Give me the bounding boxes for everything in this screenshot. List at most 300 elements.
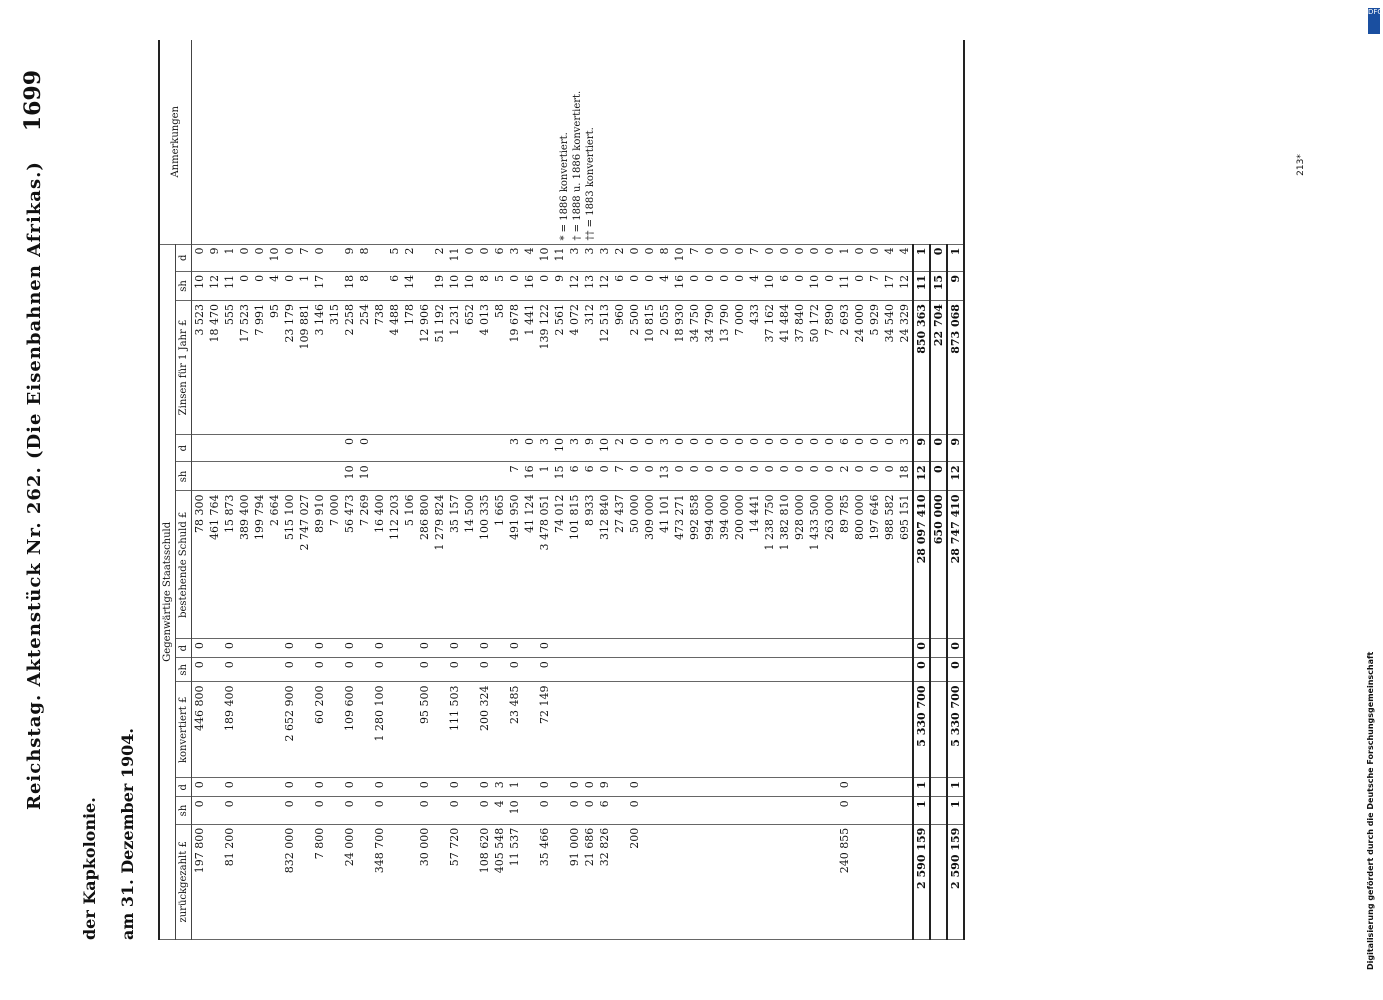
table-cell [612,639,627,658]
table-cell [432,639,447,658]
table-cell [282,462,297,491]
table-cell: 5 [387,244,402,271]
table-cell: 10 815 [642,301,657,435]
table-cell: 197 646 [867,491,882,639]
table-cell: 8 933 [582,491,597,639]
table-cell [792,639,807,658]
table-cell [387,778,402,797]
table-cell: 0 [372,639,387,658]
table-cell [777,658,792,682]
column-header: bestehende Schuld £ [176,491,192,639]
table-cell [777,682,792,778]
column-header: sh [176,271,192,300]
table-cell: 4 [657,271,672,300]
table-cell [297,824,312,939]
table-cell: 0 [312,797,327,824]
table-cell [387,639,402,658]
table-cell: 1 279 824 [432,491,447,639]
table-cell [732,778,747,797]
table-cell [522,797,537,824]
table-cell [852,778,867,797]
table-cell: 0 [342,434,357,461]
total-cell: 1 [913,244,930,271]
table-cell: 3 [582,244,597,271]
table-cell: 0 [597,462,612,491]
table-cell: 0 [837,778,852,797]
table-cell [672,639,687,658]
table-cell [567,658,582,682]
table-cell [777,797,792,824]
table-cell: 0 [732,462,747,491]
total-cell: 873 068 [947,301,963,435]
table-cell: 2 055 [657,301,672,435]
table-cell: 0 [222,797,237,824]
table-cell: 6 [597,797,612,824]
table-cell: 254 [357,301,372,435]
table-cell: 0 [222,658,237,682]
table-cell: 309 000 [642,491,657,639]
table-cell: 12 906 [417,301,432,435]
total-cell: 28 097 410 [913,491,930,639]
table-cell: 0 [372,778,387,797]
table-cell: 0 [477,244,492,271]
table-cell: 6 [837,434,852,461]
table-cell: 0 [792,244,807,271]
total-cell [930,797,947,824]
table-cell: 0 [702,462,717,491]
table-cell [252,434,267,461]
table-cell [717,639,732,658]
table-cell: 6 [492,244,507,271]
table-cell [657,778,672,797]
table-cell: 0 [777,462,792,491]
table-cell [747,639,762,658]
table-cell: 16 [522,271,537,300]
table-cell [267,682,282,778]
table-cell: 3 [657,434,672,461]
table-cell: 6 [567,462,582,491]
page-number: 1699 [20,70,46,132]
total-cell: 0 [913,658,930,682]
table-cell [567,682,582,778]
table-cell: 19 678 [507,301,522,435]
table-cell [207,639,222,658]
table-cell: 0 [582,778,597,797]
table-cell: 3 [567,434,582,461]
table-cell [822,797,837,824]
table-cell [492,658,507,682]
table-cell [582,658,597,682]
table-cell [327,244,342,271]
table-cell: 14 500 [462,491,477,639]
table-cell [897,658,913,682]
table-cell: 199 794 [252,491,267,639]
table-cell [822,658,837,682]
table-cell: 0 [717,271,732,300]
table-cell: 4 [882,244,897,271]
table-cell: 0 [702,244,717,271]
table-cell: 0 [627,778,642,797]
table-cell [822,824,837,939]
table-cell [657,682,672,778]
table-cell [612,824,627,939]
table-cell [447,462,462,491]
table-cell: 695 151 [897,491,913,639]
table-cell [222,434,237,461]
table-cell: 2 [612,434,627,461]
table-cell [882,797,897,824]
total-cell: 0 [930,462,947,491]
table-cell [237,639,252,658]
table-cell [357,682,372,778]
table-cell [357,824,372,939]
table-cell: 0 [342,639,357,658]
table-cell: 473 271 [672,491,687,639]
table-cell: 312 840 [597,491,612,639]
table-cell: 37 162 [762,301,777,435]
table-cell: 12 [567,271,582,300]
table-cell: 10 [597,434,612,461]
table-row [192,40,208,940]
table-cell [747,824,762,939]
margin-mark: 213* [1295,154,1306,176]
table-cell [402,639,417,658]
table-cell: 34 750 [687,301,702,435]
table-cell: 34 540 [882,301,897,435]
table-cell [432,797,447,824]
table-cell [702,658,717,682]
table-cell: 0 [447,639,462,658]
table-cell: 0 [537,271,552,300]
table-cell: 0 [357,434,372,461]
table-cell: 41 124 [522,491,537,639]
table-cell: 89 910 [312,491,327,639]
table-cell [597,658,612,682]
table-cell: 0 [372,658,387,682]
table-cell [687,778,702,797]
table-cell: 2 [837,462,852,491]
total-cell: 12 [913,462,930,491]
table-cell [627,658,642,682]
table-cell [762,797,777,824]
table-cell [687,824,702,939]
table-cell: 2 [432,244,447,271]
table-cell: 7 890 [822,301,837,435]
table-cell: 9 [597,778,612,797]
table-cell: 0 [282,797,297,824]
table-cell [252,462,267,491]
table-cell: 197 800 [192,824,208,939]
table-cell [762,824,777,939]
table-cell: 3 [507,244,522,271]
table-cell [747,797,762,824]
table-cell: 95 500 [417,682,432,778]
table-cell [267,824,282,939]
table-cell: 0 [537,658,552,682]
table-cell [642,824,657,939]
table-cell [762,658,777,682]
table-cell [432,778,447,797]
table-cell: 0 [417,778,432,797]
table-cell [477,462,492,491]
table-cell: 16 [672,271,687,300]
table-cell [867,658,882,682]
table-cell: 200 324 [477,682,492,778]
table-cell [432,824,447,939]
table-cell: 0 [627,434,642,461]
table-cell: 111 503 [447,682,462,778]
table-cell: 0 [582,797,597,824]
table-cell [462,824,477,939]
table-cell: 5 [492,271,507,300]
total-cell [930,778,947,797]
table-cell: 12 [597,271,612,300]
table-cell [207,434,222,461]
table-cell: 23 179 [282,301,297,435]
table-cell: 109 881 [297,301,312,435]
table-cell: 6 [582,462,597,491]
table-cell [822,682,837,778]
table-cell: 37 840 [792,301,807,435]
table-cell [897,824,913,939]
table-cell: 101 815 [567,491,582,639]
table-cell [717,824,732,939]
table-cell: 7 000 [732,301,747,435]
table-cell: 0 [252,244,267,271]
table-cell: 0 [792,271,807,300]
table-cell [222,462,237,491]
table-cell: 0 [627,797,642,824]
table-cell: 2 747 027 [297,491,312,639]
table-cell [897,682,913,778]
table-cell [792,682,807,778]
table-cell [267,778,282,797]
table-cell [387,824,402,939]
table-cell: 2 500 [627,301,642,435]
table-cell [762,682,777,778]
total-cell: 1 [947,797,963,824]
table-cell [252,824,267,939]
table-cell: 16 [522,462,537,491]
table-cell: 0 [732,244,747,271]
table-cell: 0 [867,244,882,271]
table-cell: 7 269 [357,491,372,639]
table-cell [642,682,657,778]
table-cell [447,434,462,461]
table-cell: 4 [747,271,762,300]
total-cell: 0 [947,639,963,658]
table-cell: 738 [372,301,387,435]
table-cell: 992 858 [687,491,702,639]
table-cell [837,682,852,778]
table-cell [252,682,267,778]
table-cell: 7 [612,462,627,491]
table-cell: 8 [477,271,492,300]
table-cell: 1 [297,271,312,300]
table-cell: 12 513 [597,301,612,435]
table-cell: 15 873 [222,491,237,639]
table-cell: 0 [537,639,552,658]
table-cell: 0 [282,778,297,797]
table-cell: 0 [747,434,762,461]
total-cell [930,658,947,682]
table-cell [252,797,267,824]
column-header: d [176,639,192,658]
table-cell: 0 [342,778,357,797]
table-cell: 433 [747,301,762,435]
table-cell: 0 [702,271,717,300]
table-cell [852,824,867,939]
table-cell: 0 [777,434,792,461]
table-cell: 394 000 [717,491,732,639]
table-cell [237,658,252,682]
table-cell: 7 [297,244,312,271]
table-cell: 2 561 [552,301,567,435]
table-cell [432,434,447,461]
table-cell [702,682,717,778]
table-cell: 0 [822,244,837,271]
table-cell [702,797,717,824]
table-cell: 263 000 [822,491,837,639]
table-cell: 1 [837,244,852,271]
table-cell [267,658,282,682]
table-cell: 0 [747,462,762,491]
total-cell: 5 330 700 [913,682,930,778]
table-cell: 0 [567,797,582,824]
table-cell: 18 470 [207,301,222,435]
table-cell [372,462,387,491]
table-cell: 12 [207,271,222,300]
table-cell [732,797,747,824]
table-cell: 13 790 [717,301,732,435]
table-cell: 15 [552,462,567,491]
table-cell [642,778,657,797]
table-cell [207,462,222,491]
table-cell: 0 [717,434,732,461]
table-cell [792,824,807,939]
table-cell [672,778,687,797]
table-cell [357,778,372,797]
table-cell: 491 950 [507,491,522,639]
column-header: d [176,244,192,271]
table-cell: 3 146 [312,301,327,435]
table-cell [432,658,447,682]
table-cell: 0 [282,639,297,658]
table-cell: 50 000 [627,491,642,639]
table-cell [852,682,867,778]
table-cell: 0 [642,244,657,271]
table-cell [597,682,612,778]
table-cell [522,824,537,939]
table-cell [717,682,732,778]
table-cell: 0 [852,462,867,491]
table-cell [207,778,222,797]
table-cell [792,778,807,797]
table-cell [672,824,687,939]
table-cell: 6 [387,271,402,300]
table-cell: 112 203 [387,491,402,639]
table-cell: 139 122 [537,301,552,435]
table-cell: 1 433 500 [807,491,822,639]
total-cell: 11 [913,271,930,300]
table-cell: 4 [897,244,913,271]
table-cell: 108 620 [477,824,492,939]
table-cell [552,658,567,682]
table-cell: 200 [627,824,642,939]
table-cell: 0 [732,271,747,300]
table-cell [522,639,537,658]
table-cell [387,682,402,778]
table-cell: 10 [672,244,687,271]
table-cell [747,682,762,778]
table-cell: 0 [732,434,747,461]
table-cell: 994 000 [702,491,717,639]
table-cell [552,639,567,658]
table-cell: 0 [312,778,327,797]
table-cell: 0 [222,639,237,658]
table-cell [327,462,342,491]
table-cell [282,434,297,461]
table-cell: 200 000 [732,491,747,639]
table-cell: 24 000 [342,824,357,939]
table-cell: 0 [642,434,657,461]
table-cell [867,639,882,658]
table-cell [252,639,267,658]
total-cell: 2 590 159 [913,824,930,939]
table-cell [852,658,867,682]
table-cell [867,797,882,824]
table-cell [657,824,672,939]
table-cell: 4 013 [477,301,492,435]
table-cell [837,639,852,658]
table-cell: 0 [282,271,297,300]
table-cell [372,271,387,300]
table-cell [867,778,882,797]
table-cell [882,824,897,939]
table-cell: 0 [687,434,702,461]
table-cell: 0 [762,434,777,461]
table-cell [387,462,402,491]
table-cell: 0 [687,462,702,491]
total-cell: 1 [947,244,963,271]
table-cell: 9 [342,244,357,271]
table-cell: 0 [477,797,492,824]
total-cell: 22 704 [930,301,947,435]
table-cell: 286 800 [417,491,432,639]
total-cell [930,682,947,778]
table-cell [327,797,342,824]
table-cell: 4 072 [567,301,582,435]
table-cell [837,658,852,682]
column-header: Zinsen für 1 Jahr £ [176,301,192,435]
table-cell [207,824,222,939]
table-cell: 0 [282,244,297,271]
table-cell: 8 [357,244,372,271]
column-header: konvertiert £ [176,682,192,778]
table-cell [297,658,312,682]
total-cell: 5 330 700 [947,682,963,778]
table-cell: 18 930 [672,301,687,435]
table-cell: 832 000 [282,824,297,939]
table-cell: 3 [597,244,612,271]
table-cell: 4 488 [387,301,402,435]
table-cell: 315 [327,301,342,435]
table-cell: 312 [582,301,597,435]
table-cell [762,639,777,658]
table-cell [582,682,597,778]
table-cell [582,639,597,658]
table-cell: 2 [612,244,627,271]
